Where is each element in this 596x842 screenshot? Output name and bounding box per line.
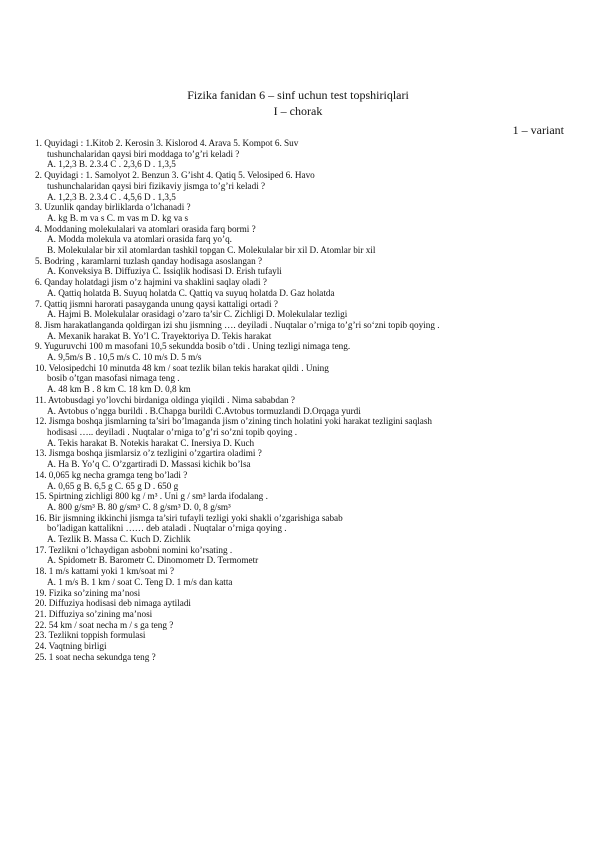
question-item: [35, 588, 580, 599]
question-item: [35, 620, 580, 631]
answer-options: A. 1 m/s B. 1 km / soat C. Teng D. 1 m/s dan katta: [47, 576, 233, 587]
answer-options: A. Spidometr B. Barometr C. Dinomometr D. Termometr: [47, 555, 259, 566]
question-continuation: tushunchalaridan qaysi biri moddaga to’g’ri keladi ?: [47, 148, 240, 159]
question-continuation: tushunchalaridan qaysi biri fizikaviy jismga to’g’ri keladi ?: [47, 180, 266, 191]
question-item: [35, 320, 580, 341]
question-text: 5. Bodring , karamlarni tuzlash qanday hodisaga asoslangan ?: [35, 255, 263, 266]
question-text: 8. Jism harakatlanganda qoldirgan izi shu jismning …. deyiladi . Nuqtalar o’rniga to’g’ri so‘zni topib qoying .: [35, 319, 440, 330]
question-text: 25. 1 soat necha sekundga teng ?: [35, 651, 156, 662]
variant-label: 1 – variant: [512, 123, 564, 137]
answer-options: A. Mexanik harakat B. Yo’l C. Trayektoriya D. Tekis harakat: [47, 330, 272, 341]
answer-options: A. 800 g/sm³ B. 80 g/sm³ C. 8 g/sm³ D. 0, 8 g/sm³: [47, 501, 231, 512]
quarter-subtitle: I – chorak: [273, 104, 323, 118]
answer-options: A. 0,65 g B. 6,5 g C. 65 g D . 650 g: [47, 480, 179, 491]
question-text: 19. Fizika so’zining ma’nosi: [35, 587, 141, 598]
question-continuation: bosib o’tgan masofasi nimaga teng .: [47, 373, 180, 384]
question-text: 3. Uzunlik qanday birliklarda o’lchanadi ?: [35, 202, 191, 213]
question-text: 9. Yuguruvchi 100 m masofani 10,5 sekundda bosib o’tdi . Uning tezligi nimaga teng.: [35, 341, 351, 352]
answer-options: A. Hajmi B. Molekulalar orasidagi o’zaro ta’sir C. Zichligi D. Molekulalar tezligi: [47, 309, 348, 320]
question-item: [35, 598, 580, 609]
answer-options: A. 9,5m/s B . 10,5 m/s C. 10 m/s D. 5 m/s: [47, 352, 202, 363]
question-text: 14. 0,065 kg necha gramga teng bo’ladi ?: [35, 469, 188, 480]
question-text: 10. Velosipedchi 10 minutda 48 km / soat tezlik bilan tekis harakat qildi . Uning: [35, 362, 329, 373]
answer-options: A. Modda molekula va atomlari orasida farq yo’q.: [47, 234, 232, 245]
answer-options: A. Konveksiya B. Diffuziya C. Issiqlik hodisasi D. Erish tufayli: [47, 266, 282, 277]
question-item: [35, 341, 580, 362]
question-item: [35, 170, 580, 202]
questions-list: [35, 138, 580, 662]
answer-options: A. Qattiq holatda B. Suyuq holatda C. Qattiq va suyuq holatda D. Gaz holatda: [47, 287, 335, 298]
question-text: 1. Quyidagi : 1.Kitob 2. Kerosin 3. Kislorod 4. Arava 5. Kompot 6. Suv: [35, 138, 299, 148]
question-item: [35, 256, 580, 277]
question-text: 15. Spirtning zichligi 800 kg / m³ . Uni g / sm³ larda ifodalang .: [35, 491, 268, 502]
question-item: [35, 641, 580, 652]
question-item: [35, 470, 580, 491]
answer-options: A. 1,2,3 B. 2.3.4 C . 4,5,6 D . 1,3,5: [47, 191, 176, 202]
answer-options: A. 48 km B . 8 km C. 18 km D. 0,8 km: [47, 384, 191, 395]
question-text: 22. 54 km / soat necha m / s ga teng ?: [35, 619, 174, 630]
question-text: 13. Jismga boshqa jismlarsiz o’z tezligini o’zgartira oladimi ?: [35, 448, 262, 459]
question-text: 24. Vaqtning birligi: [35, 641, 107, 652]
question-item: [35, 491, 580, 512]
answer-options: A. kg B. m va s C. m vas m D. kg va s: [47, 212, 189, 223]
question-item: [35, 416, 580, 448]
question-item: [35, 299, 580, 320]
question-text: 16. Bir jismning ikkinchi jismga ta’siri tufayli tezligi yoki shakli o’zgarishiga sabab: [35, 512, 343, 523]
answer-options: A. Avtobus o’ngga burildi . B.Chapga burildi C.Avtobus tormuzlandi D.Orqaga yurdi: [47, 405, 361, 416]
question-continuation: bo’ladigan kattalikni …… deb ataladi . Nuqtalar o’rniga qoying .: [47, 523, 287, 534]
answer-options: A. 1,2,3 B. 2.3.4 C . 2,3,6 D . 1,3,5: [47, 159, 176, 170]
question-item: [35, 202, 580, 223]
question-item: [35, 363, 580, 395]
question-item: [35, 609, 580, 620]
question-text: 21. Diffuziya so’zining ma’nosi: [35, 608, 153, 619]
question-item: [35, 138, 580, 170]
document-title: Fizika fanidan 6 – sinf uchun test topshiriqlari: [187, 88, 409, 102]
question-text: 20. Diffuziya hodisasi deb nimaga aytiladi: [35, 598, 191, 609]
question-continuation: hodisasi ….. deyiladi . Nuqtalar o’rniga to’g’ri so’zni topib qoying .: [47, 426, 298, 437]
question-text: 6. Qanday holatdagi jism o’z hajmini va shaklini saqlay oladi ?: [35, 277, 267, 288]
question-item: [35, 513, 580, 545]
answer-options: A. Tekis harakat B. Notekis harakat C. Inersiya D. Kuch: [47, 437, 255, 448]
question-item: [35, 277, 580, 298]
question-item: [35, 448, 580, 469]
question-text: 4. Moddaning molekulalari va atomlari orasida farq bormi ?: [35, 223, 256, 234]
question-item: [35, 395, 580, 416]
answer-options: B. Molekulalar bir xil atomlardan tashkil topgan C. Molekulalar bir xil D. Atomlar bir xil: [47, 245, 376, 256]
question-text: 2. Quyidagi : 1. Samolyot 2. Benzun 3. G’isht 4. Qatiq 5. Velosiped 6. Havo: [35, 170, 315, 181]
question-text: 7. Qattiq jismni harorati pasayganda unung qaysi kattaligi ortadi ?: [35, 298, 278, 309]
question-text: 17. Tezlikni o’lchaydigan asbobni nomini ko’rsating .: [35, 544, 233, 555]
question-item: [35, 566, 580, 587]
question-text: 23. Tezlikni toppish formulasi: [35, 630, 146, 641]
question-text: 11. Avtobusdagi yo’lovchi birdaniga oldinga yiqildi . Nima sababdan ?: [35, 394, 296, 405]
answer-options: A. Ha B. Yo’q C. O’zgartiradi D. Massasi kichik bo’lsa: [47, 459, 251, 470]
question-item: [35, 545, 580, 566]
answer-options: A. Tezlik B. Massa C. Kuch D. Zichlik: [47, 534, 191, 545]
question-text: 18. 1 m/s kattami yoki 1 km/soat mi ?: [35, 566, 175, 577]
question-item: [35, 630, 580, 641]
question-text: 12. Jismga boshqa jismlarning ta’siri bo’lmaganda jism o’zining tinch holatini yoki harakat tezligini saqlash: [35, 416, 433, 427]
question-item: [35, 224, 580, 256]
question-item: [35, 652, 580, 663]
